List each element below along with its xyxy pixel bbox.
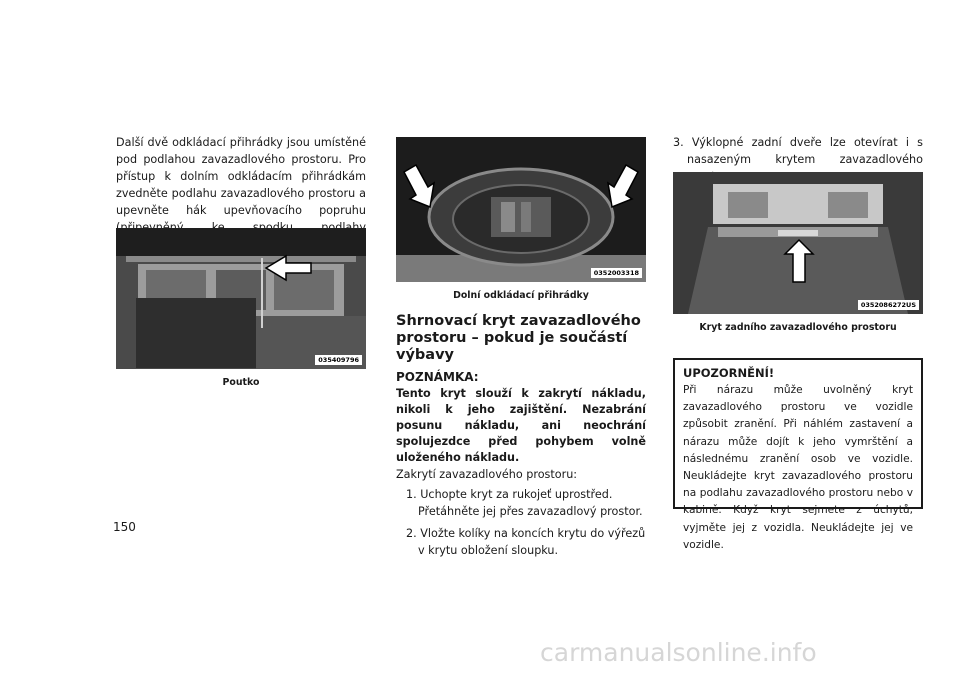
watermark: carmanualsonline.info	[540, 638, 817, 667]
steps-intro: Zakrytí zavazadlového prostoru:	[396, 468, 578, 481]
figure-id: 035409796	[315, 355, 362, 365]
section-title: Shrnovací kryt zavazadlového prostoru – pokud je součástí výbavy	[396, 313, 641, 363]
step-1: 1. Uchopte kryt za rukojeť uprostřed. Přetáhněte jej přes zavazadlový prostor.	[406, 488, 643, 518]
note-text: Tento kryt slouží k zakrytí nákladu, nikoli k jeho zajištění. Nezabrání posunu nákladu, ani neochrání spolujezdce před pohybem volně uloženého nákladu.	[396, 387, 646, 464]
cargo-area-illustration	[116, 228, 366, 369]
warning-title: UPOZORNĚNÍ!	[683, 366, 775, 380]
cargo-cover-photo	[673, 172, 923, 314]
warning-box	[673, 358, 923, 551]
middle-column-text	[396, 313, 646, 559]
cargo-cover-illustration	[673, 172, 923, 314]
intro-paragraph: Další dvě odkládací přihrádky jsou umístěné pod podlahou zavazadlového prostoru. Pro přístup k dolním odkládacím přihrádkám zvedněte podlahu zavazadlového prostoru a upevněte hák upevňovacího popruhu	[116, 136, 366, 217]
spare-tire-well-illustration	[396, 137, 646, 282]
note-label: POZNÁMKA:	[396, 370, 479, 384]
figure-caption-poutko: Poutko	[222, 377, 260, 388]
figure-caption-lower-storage: Dolní odkládací přihrádky	[453, 290, 589, 301]
step-2: 2. Vložte kolíky na koncích krytu do výřezů v krytu obložení sloupku.	[406, 527, 646, 557]
figure-id: 0352086272US	[858, 300, 919, 310]
warning-text: Při nárazu může uvolněný kryt zavazadlového prostoru ve vozidle způsobit zranění. Při náhlém zastavení a nárazu může dojít k jeho vymrštění a následnému zranění osob ve vozidle. Neukládejte kryt zavazadlového prostoru na podlahu zavazadlového prostoru nebo v kabině. Když kryt sejmete z úchytů, vyjměte jej z vozidla. Neukládejte jej ve vozidle.	[683, 384, 913, 551]
page-number: 150	[113, 520, 136, 534]
step-3: 3. Výklopné zadní dveře lze otevírat i s nasazeným krytem zavazadlového	[673, 136, 923, 166]
tether-strap-photo	[116, 228, 366, 369]
figure-id: 0352003318	[591, 268, 642, 278]
lower-storage-photo	[396, 137, 646, 282]
figure-caption-cargo-cover: Kryt zadního zavazadlového prostoru	[699, 322, 897, 333]
